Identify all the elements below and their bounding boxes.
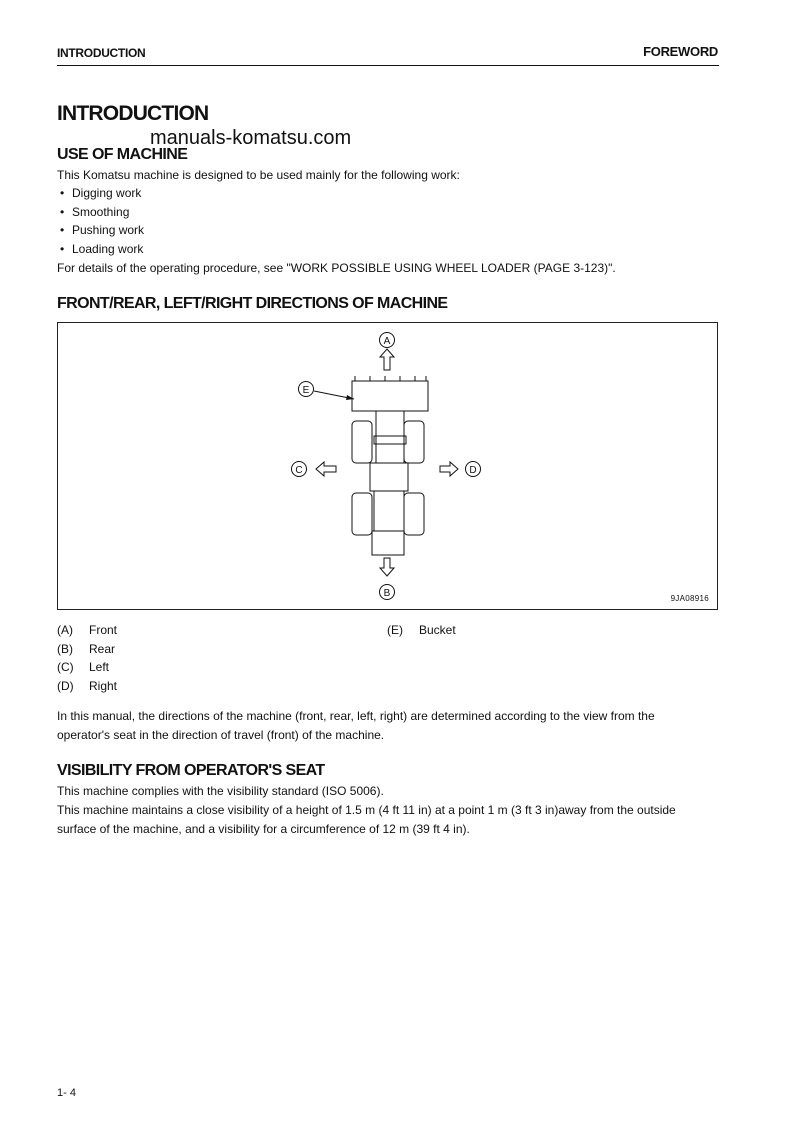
legend-right: [387, 621, 456, 640]
wheel-loader-diagram: [58, 323, 717, 609]
visibility-line1: This machine complies with the visibility standard (ISO 5006).: [57, 784, 384, 798]
list-item: • Loading work: [60, 241, 144, 256]
page-number: 1- 4: [57, 1087, 76, 1099]
legend-item: (A) Front: [57, 623, 118, 637]
legend-item: (B) Rear: [57, 641, 116, 656]
bucket-shape: [352, 381, 428, 411]
directions-text-line2: operator's seat in the direction of travel (front) of the machine.: [57, 728, 385, 742]
marker-e: E: [302, 385, 310, 396]
use-of-machine-intro: This Komatsu machine is designed to be used mainly for the following work:: [57, 168, 460, 182]
counterweight-shape: [372, 531, 404, 555]
marker-a: A: [383, 336, 391, 347]
watermark-text: manuals-komatsu.com: [150, 127, 352, 149]
tire-front-right: [404, 421, 424, 463]
legend-item: (D) Right: [57, 678, 118, 693]
list-item: • Smoothing: [60, 204, 130, 219]
figure-code: 9JA08916: [670, 594, 709, 603]
list-item: • Pushing work: [60, 223, 145, 238]
tire-front-left: [352, 421, 372, 463]
arrow-rear-icon: [380, 558, 394, 576]
visibility-line2: This machine maintains a close visibility of a height of 1.5 m (4 ft 11 in) at a point 1 m (3 ft 3 in)away from the outside: [57, 803, 676, 817]
tire-rear-right: [404, 493, 424, 535]
running-header-chapter: FOREWORD: [643, 44, 718, 59]
arrow-right-icon: [440, 462, 458, 476]
cab-shape: [370, 463, 408, 491]
work-list: [60, 184, 144, 258]
direction-figure: [57, 322, 718, 610]
visibility-line3: surface of the machine, and a visibility for a circumference of 12 m (39 ft 4 in).: [57, 822, 470, 836]
tire-rear-left: [352, 493, 372, 535]
use-of-machine-heading: USE OF MACHINE: [57, 146, 188, 163]
marker-c: C: [295, 465, 303, 476]
legend-left: [57, 621, 117, 695]
header-divider: [57, 65, 719, 66]
marker-d: D: [469, 465, 477, 476]
marker-b: B: [383, 588, 391, 599]
operating-procedure-note: For details of the operating procedure, see "WORK POSSIBLE USING WHEEL LOADER (PAGE 3-123)".: [57, 261, 616, 275]
legend-item: (E) Bucket: [387, 623, 456, 637]
directions-heading: FRONT/REAR, LEFT/RIGHT DIRECTIONS OF MACHINE: [57, 295, 448, 312]
list-item: • Digging work: [60, 186, 142, 200]
arrow-left-icon: [316, 462, 336, 476]
directions-text-line1: In this manual, the directions of the machine (front, rear, left, right) are determined according to the view from the: [57, 709, 655, 723]
legend-item: (C) Left: [57, 660, 110, 675]
page-title: INTRODUCTION: [57, 102, 209, 125]
running-header-section: INTRODUCTION: [57, 46, 146, 60]
visibility-heading: VISIBILITY FROM OPERATOR'S SEAT: [57, 762, 325, 779]
arrow-front-icon: [380, 349, 394, 370]
